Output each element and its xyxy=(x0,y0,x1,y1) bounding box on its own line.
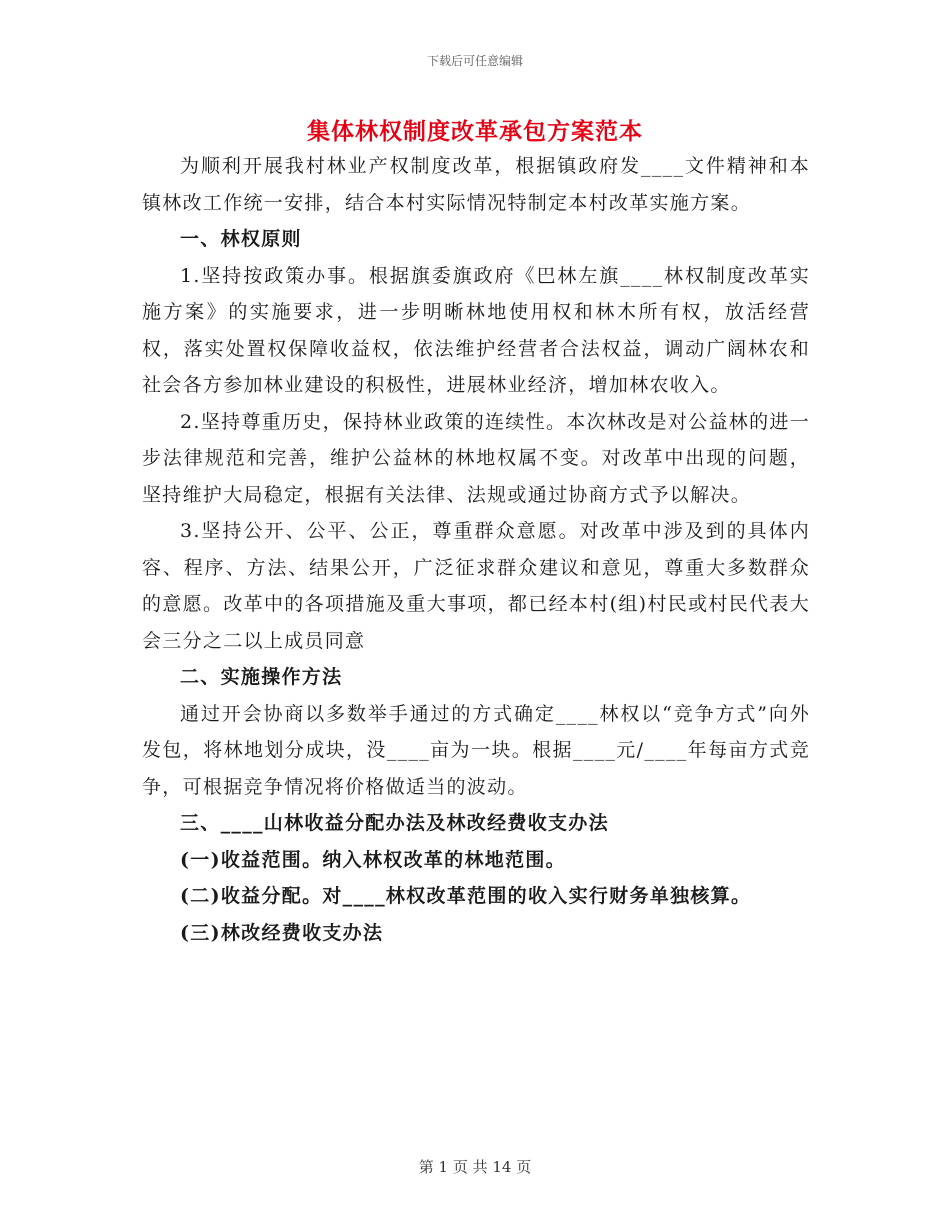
subsection-2: (二)收益分配。对____林权改革范围的收入实行财务单独核算。 xyxy=(180,885,752,907)
principle-1-paragraph: 1.坚持按政策办事。根据旗委旗政府《巴林左旗____林权制度改革实施方案》的实施要求，进一步明晰林地使用权和林木所有权，放活经营权，落实处置权保障收益权，依法维护经营者合法权益，调动广阔林农和社会各方参加林业建设的积极性，进展林业经济，增加林农收入。 xyxy=(142,264,810,396)
intro-paragraph: 为顺利开展我村林业产权制度改革，根据镇政府发____文件精神和本镇林改工作统一安排，结合本村实际情况特制定本村改革实施方案。 xyxy=(142,155,810,214)
document-title: 集体林权制度改革承包方案范本 xyxy=(307,118,643,145)
section-heading-1: 一、林权原则 xyxy=(180,228,302,250)
header-note: 下载后可任意编辑 xyxy=(426,54,523,68)
principle-2-paragraph: 2.坚持尊重历史，保持林业政策的连续性。本次林改是对公益林的进一步法律规范和完善，维护公益林的林地权属不变。对改革中出现的问题，坚持维护大局稳定，根据有关法律、法规或通过协商方式予以解决。 xyxy=(142,410,810,506)
page-number: 第 1 页 共 14 页 xyxy=(418,1158,532,1176)
subsection-3: (三)林改经费收支办法 xyxy=(180,921,384,944)
section-heading-3: 三、____山林收益分配办法及林改经费收支办法 xyxy=(180,812,609,834)
principle-3-paragraph: 3.坚持公开、公平、公正，尊重群众意愿。对改革中涉及到的具体内容、程序、方法、结果公开，广泛征求群众建议和意见，尊重大多数群众的意愿。改革中的各项措施及重大事项，都已经本村(组)村民或村民代表大会三分之二以上成员同意 xyxy=(142,520,810,652)
subsection-1: (一)收益范围。纳入林权改革的林地范围。 xyxy=(180,848,566,871)
document-body xyxy=(142,148,810,951)
section-heading-2: 二、实施操作方法 xyxy=(180,666,343,688)
method-paragraph: 通过开会协商以多数举手通过的方式确定____林权以“竞争方式”向外发包，将林地划分成块，没____亩为一块。根据____元/____年每亩方式竞争，可根据竞争情况将价格做适当的波动。 xyxy=(142,702,810,798)
